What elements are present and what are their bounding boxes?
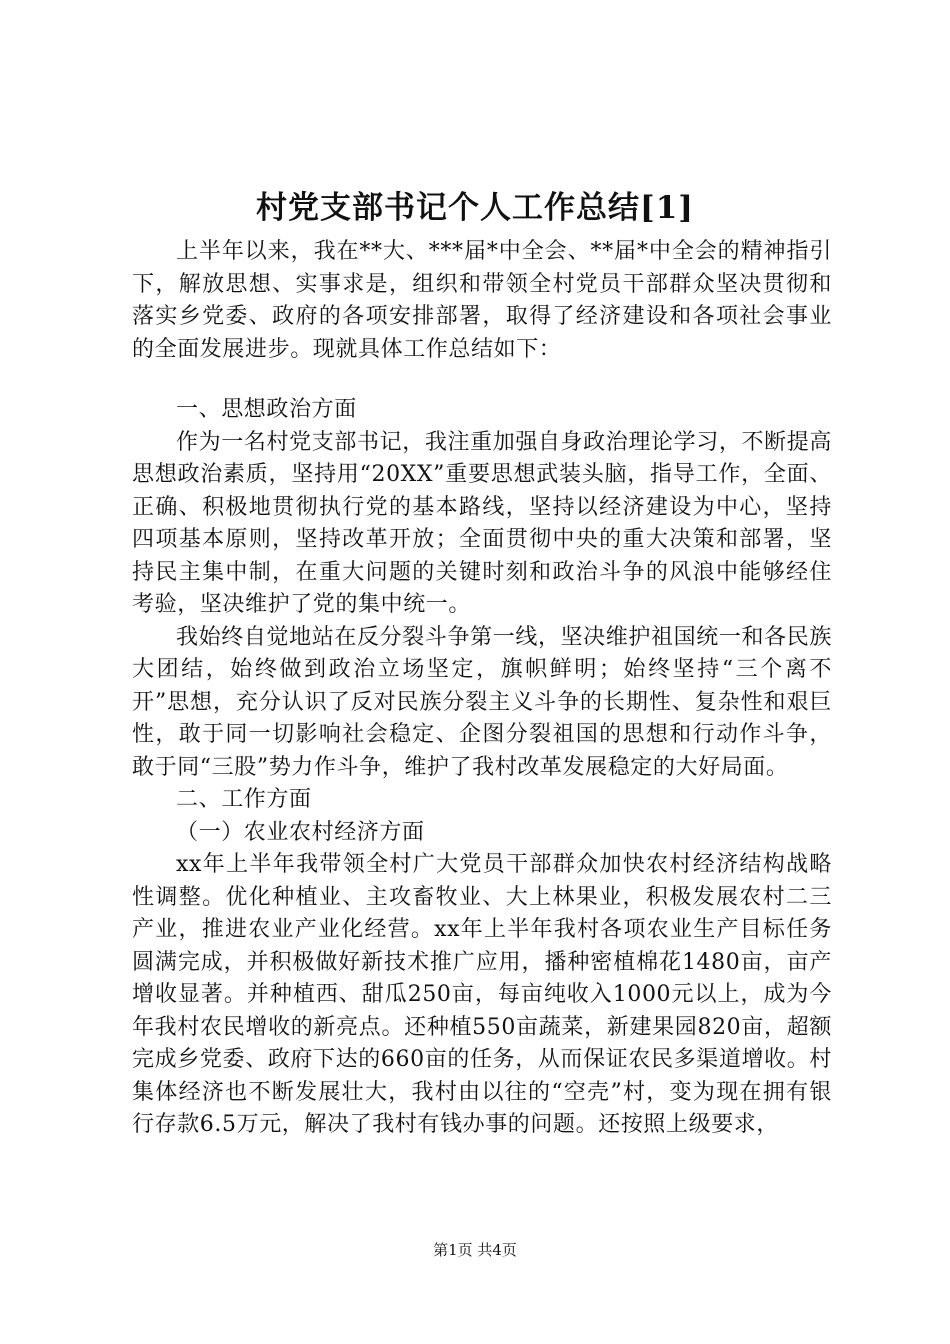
section2-subheading-1: （一）农业农村经济方面 [176,819,425,845]
document-body [132,236,832,1142]
page-footer: 第1页 共4页 [433,1241,517,1259]
document-title: 村党支部书记个人工作总结[1] [256,190,694,226]
paragraph-gap [132,366,832,394]
section1-paragraph-1: 作为一名村党支部书记，我注重加强自身政治理论学习，不断提高思想政治素质，坚持用“20XX”重要思想武装头脑，指导工作，全面、正确、积极地贯彻执行党的基本路线，坚持以经济建设为中心，坚持四项基本原则，坚持改革开放；全面贯彻中央的重大决策和部署，坚持民主集中制，在重大问题的关键时刻和政治斗争的风浪中能够经住考验，坚决维护了党的集中统一。 [132,429,832,617]
section2-paragraph-1: xx年上半年我带领全村广大党员干部群众加快农村经济结构战略性调整。优化种植业、主攻畜牧业、大上林果业，积极发展农村二三产业，推进农业产业化经营。xx年上半年我村各项农业生产目标任务圆满完成，并积极做好新技术推广应用，播种密植棉花1480亩，亩产增收显著。并种植西、甜瓜250亩，每亩纯收入1000元以上，成为今年我村农民增收的新亮点。还种植550亩蔬菜，新建果园820亩，超额完成乡党委、政府下达的660亩的任务，从而保证农民多渠道增收。村集体经济也不断发展壮大，我村由以往的“空壳”村，变为现在拥有银行存款6.5万元，解决了我村有钱办事的问题。还按照上级要求， [132,852,832,1137]
intro-paragraph: 上半年以来，我在**大、***届*中全会、**届*中全会的精神指引下，解放思想、实事求是，组织和带领全村党员干部群众坚决贯彻和落实乡党委、政府的各项安排部署，取得了经济建设和各项社会事业的全面发展进步。现就具体工作总结如下： [132,239,832,362]
section2-heading: 二、工作方面 [176,787,312,812]
section1-heading: 一、思想政治方面 [176,397,357,422]
section1-paragraph-2: 我始终自觉地站在反分裂斗争第一线，坚决维护祖国统一和各民族大团结，始终做到政治立场坚定，旗帜鲜明；始终坚持“三个离不开”思想，充分认识了反对民族分裂主义斗争的长期性、复杂性和艰巨性，敢于同一切影响社会稳定、企图分裂祖国的思想和行动作斗争，敢于同“三股”势力作斗争，维护了我村改革发展稳定的大好局面。 [132,624,832,780]
